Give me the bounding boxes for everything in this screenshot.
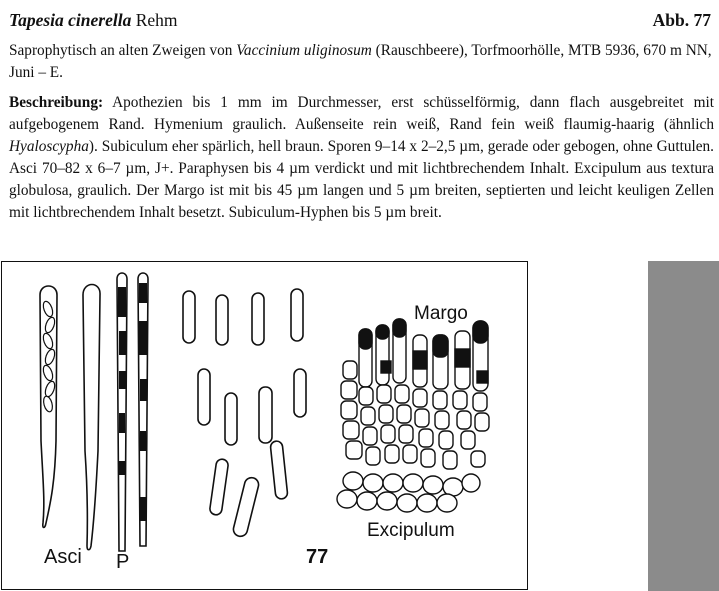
figure-label-excipulum: Excipulum — [367, 520, 455, 541]
figure-label-asci: Asci — [44, 546, 82, 568]
page-header — [9, 10, 711, 34]
figure-drawing — [1, 261, 528, 590]
description-label: Beschreibung: — [9, 94, 104, 111]
gray-margin-bar — [648, 261, 719, 591]
species-author: Rehm — [135, 10, 178, 30]
description-paragraph — [9, 92, 714, 224]
description-text-2: ). Subiculum eher spärlich, hell braun. Sporen 9–14 x 2–2,5 µm, gerade oder gebogen, ohne Guttulen. Asci 70–82 x 6–7 µm, J+. Paraphysen bis 4 µm verdickt und mit lichtbrechendem Inhalt. Excipulum aus textura globulosa, graulich. Der Margo ist mit bis 45 µm langen und 5 µm breiten, septierten und leicht keuligen Zellen mit lichtbrechendem Inhalt besetzt. Subiculum-Hyphen bis 5 µm breit. — [9, 138, 714, 221]
host-plant-name: Vaccinium uliginosum — [236, 42, 372, 59]
figure-reference: Abb. 77 — [652, 10, 711, 30]
habitat-paragraph — [9, 40, 714, 84]
description-text-1: Apothezien bis 1 mm im Durchmesser, erst schüsselförmig, dann flach ausgebreitet mit aufgebogenem Rand. Hymenium graulich. Außenseite rein weiß, Rand fein weiß flaumig-haarig (ähnlich — [9, 94, 714, 133]
similar-taxon-name: Hyaloscypha — [9, 138, 89, 155]
species-name: Tapesia cinerella — [9, 10, 132, 30]
figure-illustration — [1, 261, 528, 590]
habitat-lead: Saprophytisch an alten Zweigen von — [9, 42, 237, 59]
habitat-rest: (Rauschbeere), Torfmoorhölle, MTB 5936, 670 m NN, Juni – E. — [9, 42, 712, 81]
figure-label-paraphyses: P — [116, 551, 130, 573]
figure-label-margo: Margo — [414, 303, 468, 324]
figure-number: 77 — [306, 546, 329, 568]
